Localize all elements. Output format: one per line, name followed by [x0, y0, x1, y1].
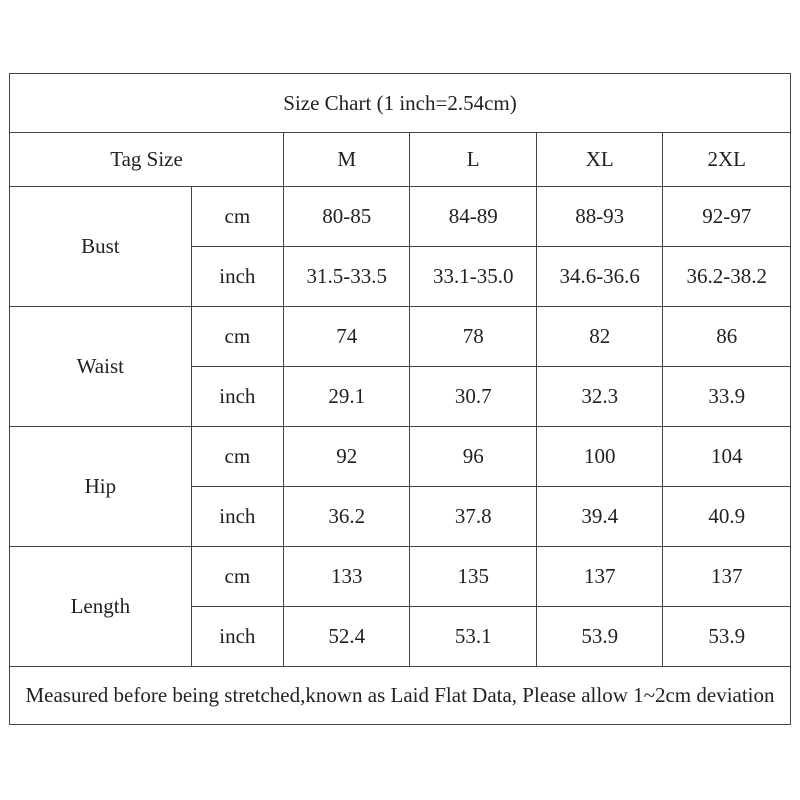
measurement-name: Length — [10, 547, 192, 667]
unit-label: cm — [191, 547, 283, 607]
table-cell: 53.1 — [410, 607, 536, 667]
tag-size-label: Tag Size — [10, 133, 284, 187]
table-cell: 53.9 — [663, 607, 791, 667]
unit-label: inch — [191, 487, 283, 547]
table-cell: 36.2-38.2 — [663, 247, 791, 307]
table-cell: 32.3 — [536, 367, 662, 427]
table-cell: 92-97 — [663, 187, 791, 247]
table-cell: 80-85 — [284, 187, 410, 247]
table-cell: 88-93 — [536, 187, 662, 247]
table-cell: 84-89 — [410, 187, 536, 247]
unit-label: cm — [191, 307, 283, 367]
measurement-name: Waist — [10, 307, 192, 427]
table-cell: 29.1 — [284, 367, 410, 427]
size-header-l: L — [410, 133, 536, 187]
table-cell: 33.9 — [663, 367, 791, 427]
table-cell: 86 — [663, 307, 791, 367]
table-row — [10, 187, 791, 247]
unit-label: inch — [191, 607, 283, 667]
unit-label: cm — [191, 187, 283, 247]
table-cell: 137 — [536, 547, 662, 607]
footer-row — [10, 667, 791, 725]
table-cell: 36.2 — [284, 487, 410, 547]
unit-label: inch — [191, 247, 283, 307]
table-cell: 133 — [284, 547, 410, 607]
table-row — [10, 547, 791, 607]
title-row — [10, 74, 791, 133]
measurement-name: Bust — [10, 187, 192, 307]
table-cell: 53.9 — [536, 607, 662, 667]
table-cell: 135 — [410, 547, 536, 607]
table-cell: 30.7 — [410, 367, 536, 427]
unit-label: inch — [191, 367, 283, 427]
table-cell: 74 — [284, 307, 410, 367]
unit-label: cm — [191, 427, 283, 487]
table-row — [10, 427, 791, 487]
size-header-2xl: 2XL — [663, 133, 791, 187]
header-row — [10, 133, 791, 187]
table-cell: 104 — [663, 427, 791, 487]
table-cell: 37.8 — [410, 487, 536, 547]
table-cell: 33.1-35.0 — [410, 247, 536, 307]
table-cell: 34.6-36.6 — [536, 247, 662, 307]
table-cell: 39.4 — [536, 487, 662, 547]
table-cell: 100 — [536, 427, 662, 487]
table-cell: 40.9 — [663, 487, 791, 547]
chart-title: Size Chart (1 inch=2.54cm) — [10, 74, 791, 133]
size-header-xl: XL — [536, 133, 662, 187]
table-cell: 92 — [284, 427, 410, 487]
table-cell: 78 — [410, 307, 536, 367]
table-cell: 137 — [663, 547, 791, 607]
table-cell: 82 — [536, 307, 662, 367]
measurement-name: Hip — [10, 427, 192, 547]
size-chart-table — [9, 73, 791, 725]
table-cell: 52.4 — [284, 607, 410, 667]
table-cell: 96 — [410, 427, 536, 487]
footer-note: Measured before being stretched,known as Laid Flat Data, Please allow 1~2cm deviation — [10, 667, 791, 725]
table-cell: 31.5-33.5 — [284, 247, 410, 307]
table-row — [10, 307, 791, 367]
size-header-m: M — [284, 133, 410, 187]
